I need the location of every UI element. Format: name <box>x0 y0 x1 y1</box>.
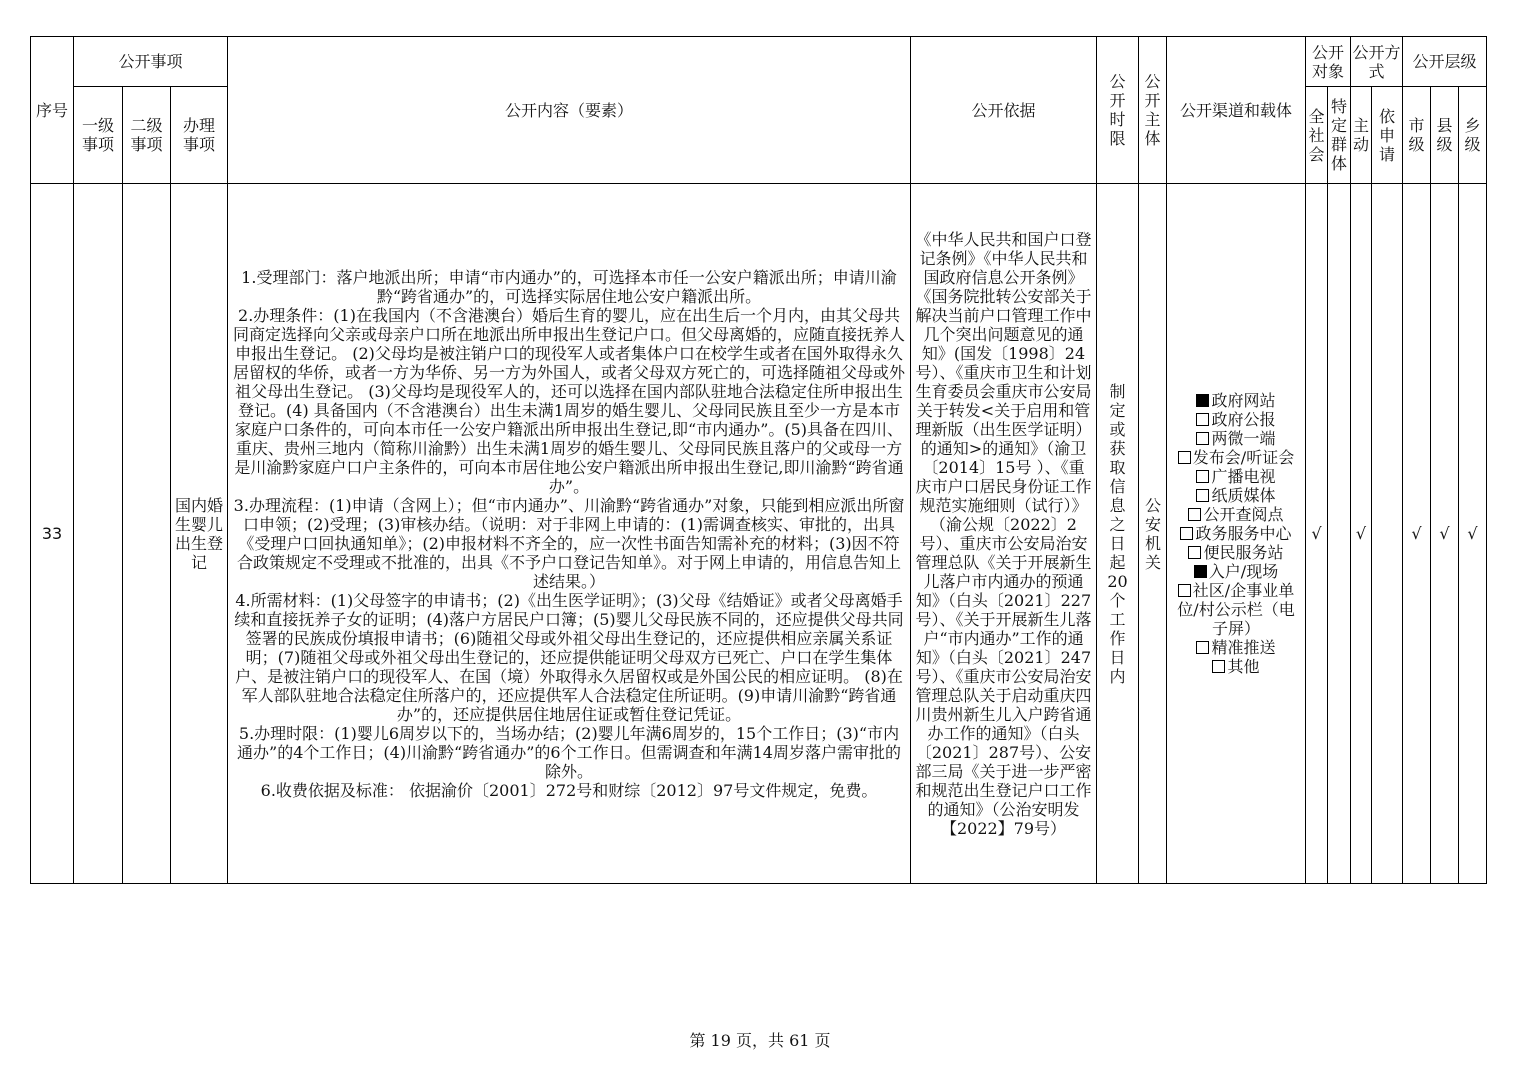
header-target-all: 全社会 <box>1306 87 1328 184</box>
channel-label: 入户/现场 <box>1208 562 1279 581</box>
row-level-county: √ <box>1431 184 1459 884</box>
table-row <box>31 184 1487 884</box>
content-item-5: 5.办理时限：(1)婴儿6周岁以下的，当场办结；(2)婴儿年满6周岁的，15个工作日；(3)“市内通办”的4个工作日；(4)川渝黔“跨省通办”的6个工作日。但需调查和年满14周岁落户需审批的除外。 <box>237 723 901 781</box>
row-level1 <box>74 184 123 884</box>
header-subject: 公开主体 <box>1139 37 1167 184</box>
header-level1: 一级事项 <box>74 87 123 184</box>
channel-item <box>1171 657 1301 676</box>
channel-item <box>1171 543 1301 562</box>
row-method-active: √ <box>1351 184 1372 884</box>
row-method-apply <box>1372 184 1403 884</box>
channel-label: 纸质媒体 <box>1211 486 1276 505</box>
row-handle: 国内婚生婴儿出生登记 <box>171 184 228 884</box>
row-target-all: √ <box>1306 184 1328 884</box>
row-content <box>228 184 911 884</box>
channel-item <box>1171 524 1301 543</box>
page-footer: 第 19 页，共 61 页 <box>689 1031 831 1050</box>
unchecked-box-icon <box>1196 432 1209 445</box>
header-channels: 公开渠道和载体 <box>1167 37 1306 184</box>
disclosure-table <box>30 36 1487 884</box>
channel-item <box>1171 505 1301 524</box>
header-level-city: 市级 <box>1403 87 1431 184</box>
channel-item <box>1171 429 1301 448</box>
channel-label: 两微一端 <box>1211 429 1276 448</box>
channel-label: 政务服务中心 <box>1195 524 1292 543</box>
header-method-apply: 依申请 <box>1372 87 1403 184</box>
channel-label: 公开查阅点 <box>1203 505 1284 524</box>
unchecked-box-icon <box>1180 527 1193 540</box>
header-target-group: 公开对象 <box>1306 37 1351 87</box>
content-item-4: 4.所需材料：(1)父母签字的申请书；(2)《出生医学证明》；(3)父母《结婚证》或者父母离婚手续和直接抚养子女的证明；(4)落户方居民户口簿；(5)婴儿父母民族不同的，还应提供父母共同签署的民族成份填报申请书；(6)随祖父母或外祖父母出生登记的，还应提供相应亲属关系证明；(7)随祖父母或外祖父母出生登记的，还应提供能证明父母双方已死亡、户口在学生集体户、是被注销户口的现役军人、在国（境）外取得永久居留权或是外国公民的相应证明。 (8)在军人部队驻地合法稳定住所落户的，还应提供军人合法稳定住所证明。(9)申请川渝黔“跨省通办”的，还应提供居住地居住证或暂住登记凭证。 <box>234 590 904 724</box>
row-time-limit: 制定或获取信息之日起20个工作日内 <box>1097 184 1139 884</box>
header-basis: 公开依据 <box>911 37 1097 184</box>
channel-item <box>1171 638 1301 657</box>
channel-item <box>1171 581 1301 638</box>
header-matters-group: 公开事项 <box>74 37 228 87</box>
channel-label: 政府网站 <box>1211 391 1276 410</box>
row-target-specific <box>1328 184 1351 884</box>
channel-item <box>1171 391 1301 410</box>
channel-label: 广播电视 <box>1211 467 1276 486</box>
unchecked-box-icon <box>1196 641 1209 654</box>
channel-item <box>1171 410 1301 429</box>
row-level2 <box>123 184 171 884</box>
unchecked-box-icon <box>1212 660 1225 673</box>
row-seq: 33 <box>31 184 74 884</box>
row-subject: 公安机关 <box>1139 184 1167 884</box>
content-item-2: 2.办理条件：(1)在我国内（不含港澳台）婚后生育的婴儿，应在出生后一个月内，由其父母共同商定选择向父亲或母亲户口所在地派出所申报出生登记户口。但父母离婚的，应随直接抚养人申报出生登记。 (2)父母均是被注销户口的现役军人或者集体户口在校学生或者在国外取得永久居留权的华侨，或者一方为华侨、另一方为外国人，或者父母双方死亡的，可选择随祖父母或外祖父母出生登记。 (3)父母均是现役军人的，还可以选择在国内部队驻地合法稳定住所申报出生登记。(4) 具备国内（不含港澳台）出生未满1周岁的婚生婴儿、父母同民族且至少一方是本市家庭户口条件的，可向本市任一公安户籍派出所申报出生登记,即“市内通办”。(5)具备在四川、重庆、贵州三地内（简称川渝黔）出生未满1周岁的婚生婴儿、父母同民族且落户的父或母一方是川渝黔家庭户口户主条件的，可向本市居住地公安户籍派出所申报出生登记,即川渝黔“跨省通办”。 <box>232 305 905 496</box>
channel-label: 社区/企事业单位/村公示栏（电子屏） <box>1177 581 1295 638</box>
unchecked-box-icon <box>1196 470 1209 483</box>
channel-label: 发布会/听证会 <box>1192 448 1295 467</box>
header-target-specific: 特定群体 <box>1328 87 1351 184</box>
unchecked-box-icon <box>1188 508 1201 521</box>
header-method-group: 公开方式 <box>1351 37 1403 87</box>
header-level2: 二级事项 <box>123 87 171 184</box>
header-level-county: 县级 <box>1431 87 1459 184</box>
content-item-3: 3.办理流程：(1)申请（含网上）；但“市内通办”、川渝黔“跨省通办”对象，只能到相应派出所窗口申领；(2)受理；(3)审核办结。（说明：对于非网上申请的：(1)需调查核实、审批的，出具《受理户口回执通知单》；(2)申报材料不齐全的，应一次性书面告知需补充的材料；(3)因不符合政策规定不受理或不批准的，出具《不予户口登记告知单》。对于网上申请的，用信息告知上述结果。） <box>233 495 905 591</box>
unchecked-box-icon <box>1196 413 1209 426</box>
unchecked-box-icon <box>1178 584 1191 597</box>
unchecked-box-icon <box>1196 489 1209 502</box>
row-channels <box>1167 184 1306 884</box>
header-handle: 办理事项 <box>171 87 228 184</box>
channel-item <box>1171 486 1301 505</box>
header-content: 公开内容（要素） <box>228 37 911 184</box>
unchecked-box-icon <box>1188 546 1201 559</box>
channel-label: 其他 <box>1227 657 1260 676</box>
content-item-1: 1.受理部门：落户地派出所；申请“市内通办”的，可选择本市任一公安户籍派出所；申请川渝黔“跨省通办”的，可选择实际居住地公安户籍派出所。 <box>241 267 897 306</box>
channel-item <box>1171 448 1301 467</box>
row-level-town: √ <box>1459 184 1487 884</box>
row-basis: 《中华人民共和国户口登记条例》《中华人民共和国政府信息公开条例》《国务院批转公安部关于解决当前户口管理工作中几个突出问题意见的通知》(国发〔1998〕24号）、《重庆市卫生和计划生育委员会重庆市公安局关于转发<关于启用和管理新版（出生医学证明）的通知>的通知》（渝卫〔2014〕15号 ）、《重庆市户口居民身份证工作规范实施细则（试行）》（渝公规〔2022〕2号）、重庆市公安局治安管理总队《关于开展新生儿落户市内通办的预通知》（白头〔2021〕227号）、《关于开展新生儿落户“市内通办”工作的通知》（白头〔2021〕247号）、《重庆市公安局治安管理总队关于启动重庆四川贵州新生儿入户跨省通办工作的通知》（白头〔2021〕287号）、公安部三局《关于进一步严密和规范出生登记户口工作的通知》（公治安明发【2022】79号） <box>911 184 1097 884</box>
channel-label: 便民服务站 <box>1203 543 1284 562</box>
row-level-city: √ <box>1403 184 1431 884</box>
channel-item <box>1171 562 1301 581</box>
header-method-active: 主动 <box>1351 87 1372 184</box>
channel-item <box>1171 467 1301 486</box>
header-time-limit: 公开时限 <box>1097 37 1139 184</box>
checked-box-icon <box>1194 565 1207 578</box>
content-item-6: 6.收费依据及标准： 依据渝价〔2001〕272号和财综〔2012〕97号文件规定，免费。 <box>260 780 878 800</box>
header-level-group: 公开层级 <box>1403 37 1487 87</box>
channel-label: 政府公报 <box>1211 410 1276 429</box>
unchecked-box-icon <box>1178 451 1191 464</box>
header-level-town: 乡级 <box>1459 87 1487 184</box>
header-seq: 序号 <box>31 37 74 184</box>
channel-label: 精准推送 <box>1211 638 1276 657</box>
checked-box-icon <box>1196 394 1209 407</box>
